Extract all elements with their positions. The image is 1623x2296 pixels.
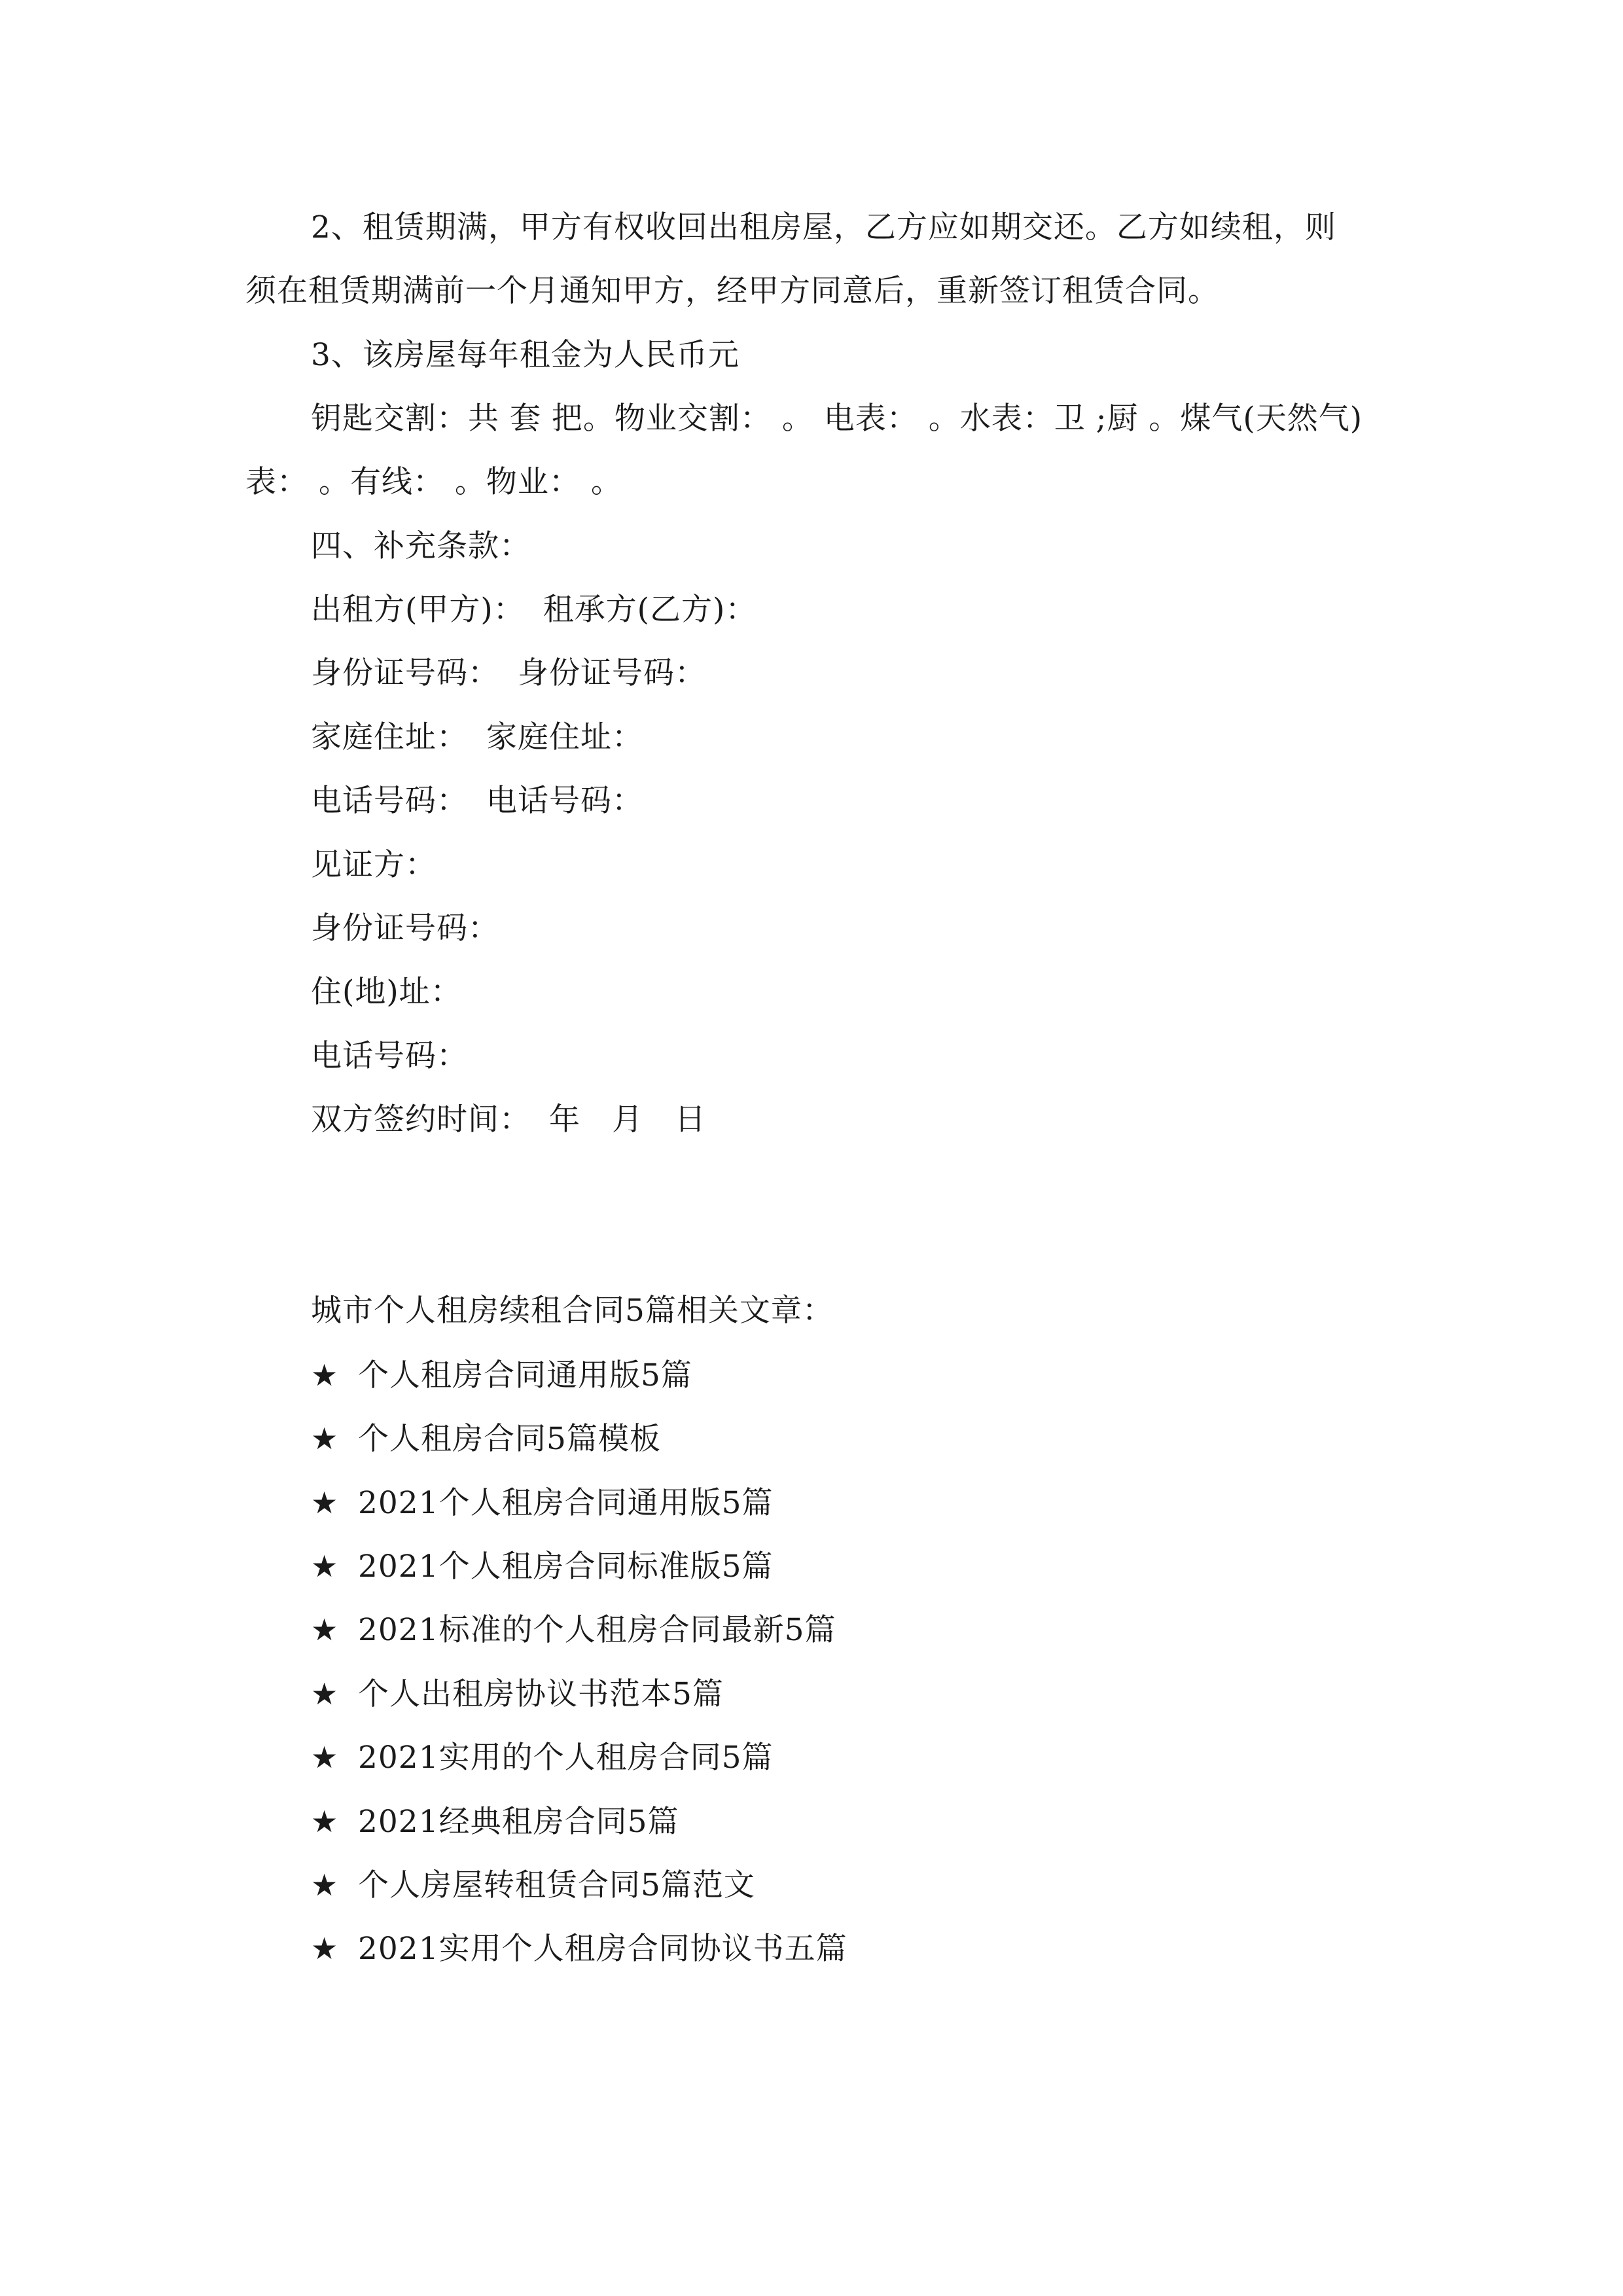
lessor-phone-label: 电话号码： [311, 783, 468, 819]
star-icon: ★ [311, 1549, 339, 1584]
lessee-id-label: 身份证号码： [518, 655, 706, 691]
related-link-text: 个人租房合同通用版5篇 [358, 1357, 692, 1393]
related-link[interactable] [311, 1674, 724, 1714]
star-icon: ★ [311, 1931, 339, 1966]
related-link-text: 2021标准的个人租房合同最新5篇 [358, 1612, 836, 1648]
related-link-text: 2021实用个人租房合同协议书五篇 [358, 1931, 847, 1967]
related-link[interactable] [311, 1738, 774, 1778]
phone-row [311, 781, 643, 821]
witness-id-label: 身份证号码： [311, 910, 499, 946]
paragraph-renewal-line-2: 须在租赁期满前一个月通知甲方，经甲方同意后，重新签订租赁合同。 [245, 273, 1219, 309]
star-icon: ★ [311, 1612, 339, 1647]
star-icon: ★ [311, 1867, 339, 1903]
witness-address-label: 住(地)址： [311, 974, 462, 1010]
star-icon: ★ [311, 1357, 339, 1393]
star-icon: ★ [311, 1421, 339, 1456]
star-icon: ★ [311, 1740, 339, 1775]
lessee-phone-label: 电话号码： [486, 783, 643, 819]
lessor-id-label: 身份证号码： [311, 655, 499, 691]
star-icon: ★ [311, 1804, 339, 1839]
related-link-text: 个人租房合同5篇模板 [358, 1421, 661, 1457]
related-articles-heading: 城市个人租房续租合同5篇相关文章： [311, 1293, 834, 1329]
lessor-address-label: 家庭住址： [311, 719, 468, 755]
party-row [311, 590, 757, 630]
related-link-text: 个人出租房协议书范本5篇 [358, 1676, 724, 1712]
signing-month: 月 [612, 1102, 643, 1138]
related-link[interactable] [311, 1355, 692, 1395]
lessee-address-label: 家庭住址： [486, 719, 643, 755]
paragraph-handover-line-1: 钥匙交割：共 套 把。物业交割： 。 电表： 。水表：卫 ;厨 。煤气(天然气) [311, 401, 1363, 437]
star-icon: ★ [311, 1485, 339, 1520]
section-heading-supplementary: 四、补充条款： [311, 528, 531, 564]
signing-day: 日 [675, 1102, 706, 1138]
related-link[interactable] [311, 1419, 661, 1459]
paragraph-handover-line-2: 表： 。有线： 。物业： 。 [245, 464, 622, 500]
paragraph-renewal-line-1: 2、租赁期满，甲方有权收回出租房屋，乙方应如期交还。乙方如续租，则 [311, 209, 1336, 245]
related-link[interactable] [311, 1802, 679, 1842]
related-link[interactable] [311, 1929, 847, 1969]
signing-year: 年 [549, 1102, 580, 1138]
related-link-text: 个人房屋转租赁合同5篇范文 [358, 1867, 755, 1903]
related-link-text: 2021经典租房合同5篇 [358, 1804, 679, 1840]
witness-phone-label: 电话号码： [311, 1038, 468, 1074]
related-link[interactable] [311, 1483, 774, 1523]
related-link[interactable] [311, 1865, 755, 1905]
related-link[interactable] [311, 1610, 836, 1650]
related-link-text: 2021个人租房合同标准版5篇 [358, 1549, 774, 1585]
signing-date-label: 双方签约时间： [311, 1102, 531, 1138]
witness-label: 见证方： [311, 847, 437, 883]
star-icon: ★ [311, 1676, 339, 1712]
related-link-text: 2021个人租房合同通用版5篇 [358, 1485, 774, 1521]
lessor-label: 出租方(甲方)： [311, 592, 525, 628]
related-link-text: 2021实用的个人租房合同5篇 [358, 1740, 774, 1776]
lessee-label: 租承方(乙方)： [543, 592, 757, 628]
paragraph-rent: 3、该房屋每年租金为人民币元 [311, 337, 740, 373]
related-link[interactable] [311, 1547, 774, 1587]
address-row [311, 718, 643, 757]
signing-date-row [311, 1100, 706, 1139]
id-row [311, 654, 706, 693]
